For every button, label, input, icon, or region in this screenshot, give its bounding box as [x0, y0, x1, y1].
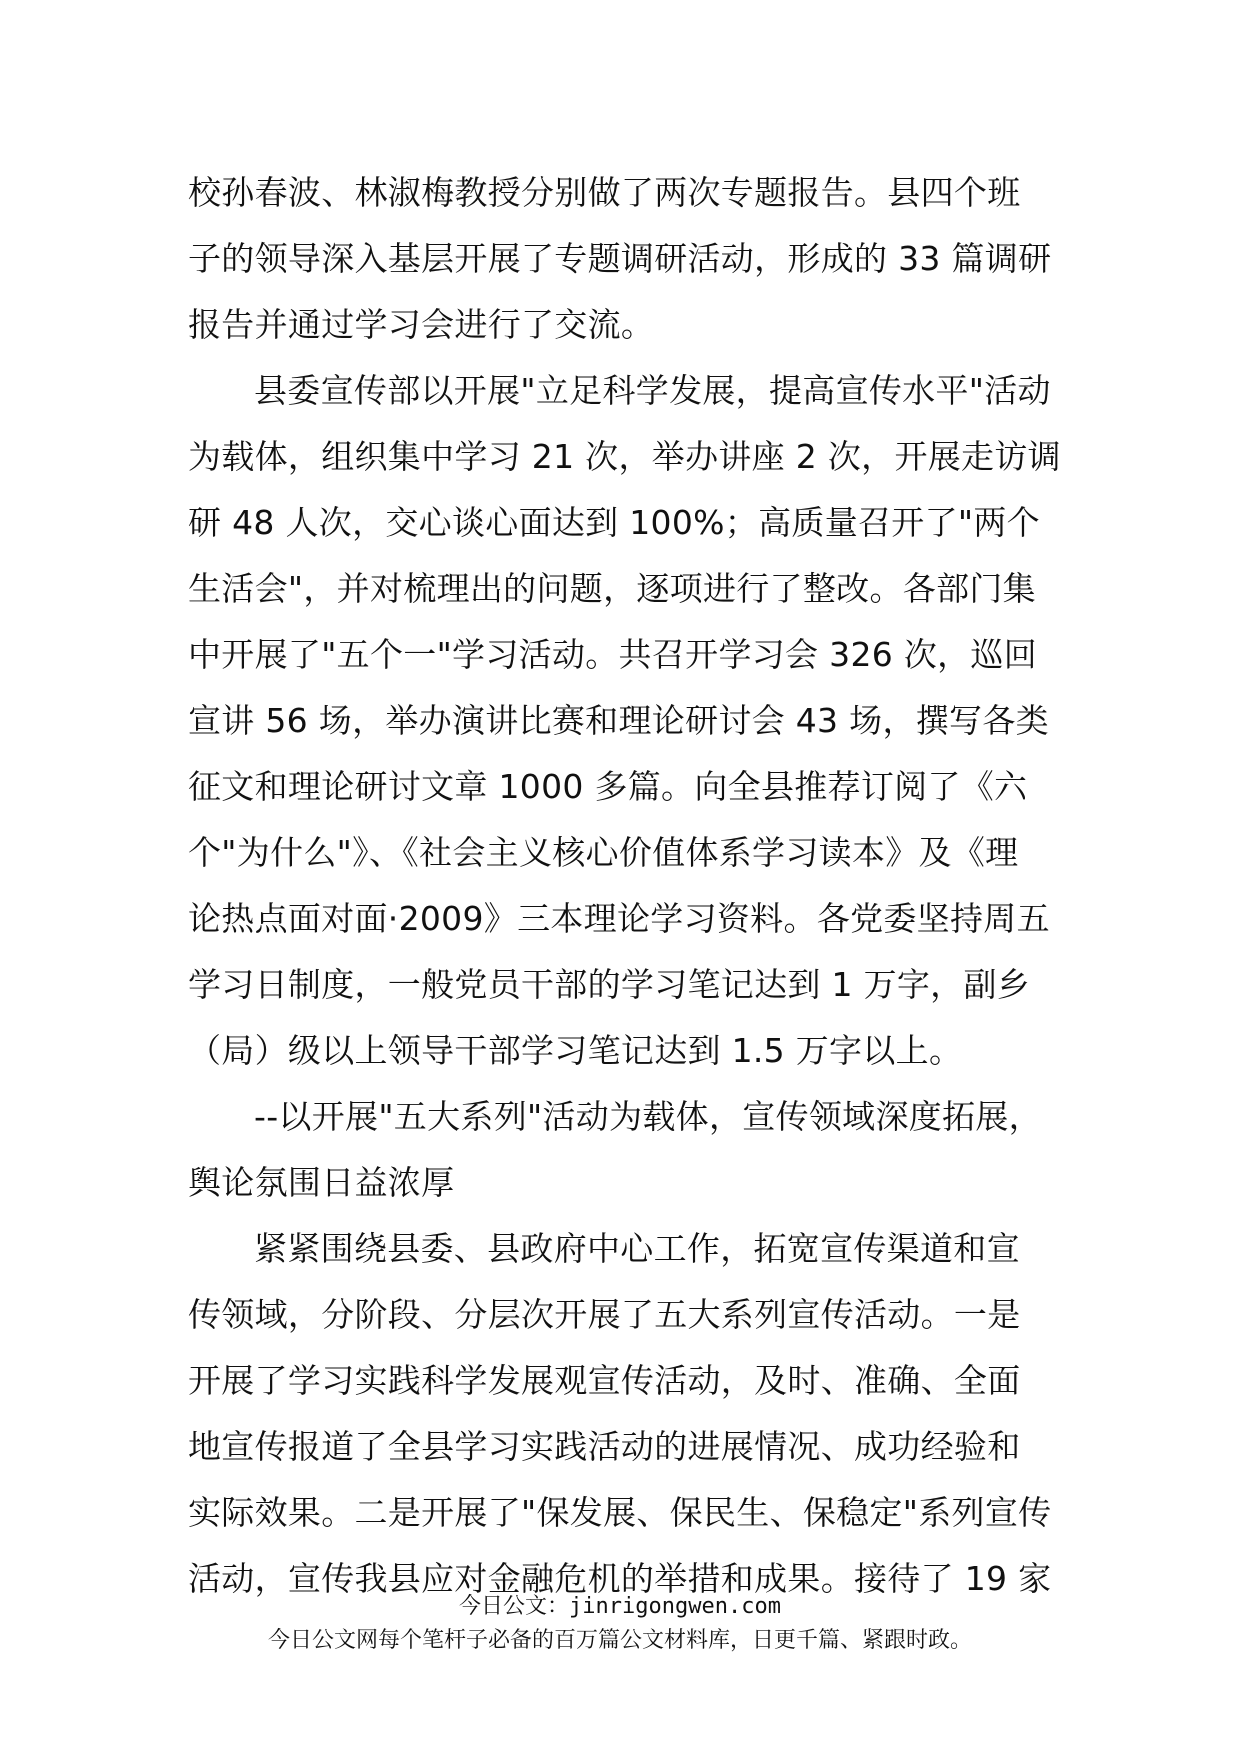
- text-line: 征文和理论研讨文章 1000 多篇。向全县推荐订阅了《六: [188, 767, 1028, 806]
- text-line: 报告并通过学习会进行了交流。: [188, 305, 655, 344]
- text-line: （局）级以上领导干部学习笔记达到 1.5 万字以上。: [188, 1031, 963, 1070]
- text-line: 实际效果。二是开展了"保发展、保民生、保稳定"系列宣传: [188, 1493, 1052, 1532]
- paragraph-start-line: 紧紧围绕县委、县政府中心工作，拓宽宣传渠道和宣: [254, 1229, 1020, 1268]
- text-line: 生活会"，并对梳理出的问题，逐项进行了整改。各部门集: [188, 569, 1036, 608]
- text-line: 研 48 人次，交心谈心面达到 100%；高质量召开了"两个: [188, 503, 1040, 542]
- text-line: 中开展了"五个一"学习活动。共召开学习会 326 次，巡回: [188, 635, 1038, 674]
- text-line: 学习日制度，一般党员干部的学习笔记达到 1 万字，副乡: [188, 965, 1031, 1004]
- footer-site: [0, 1592, 1240, 1622]
- footer-site-label: 今日公文：: [459, 1594, 570, 1619]
- text-line: 活动，宣传我县应对金融危机的举措和成果。接待了 19 家: [188, 1559, 1052, 1598]
- footer-site-link[interactable]: jinrigongwen.com: [569, 1594, 781, 1619]
- section-heading-line: --以开展"五大系列"活动为载体，宣传领域深度拓展，: [254, 1097, 1042, 1136]
- text-line: 子的领导深入基层开展了专题调研活动，形成的 33 篇调研: [188, 239, 1052, 278]
- text-line: 宣讲 56 场，举办演讲比赛和理论研讨会 43 场，撰写各类: [188, 701, 1049, 740]
- text-line: 开展了学习实践科学发展观宣传活动，及时、准确、全面: [188, 1361, 1021, 1400]
- document-body: [188, 160, 1061, 1612]
- text-line: 论热点面对面·2009》三本理论学习资料。各党委坚持周五: [188, 899, 1050, 938]
- text-line: 为载体，组织集中学习 21 次，举办讲座 2 次，开展走访调: [188, 437, 1061, 476]
- text-line: 个"为什么"》、《社会主义核心价值体系学习读本》及《理: [188, 833, 1019, 872]
- footer-slogan: 今日公文网每个笔杆子必备的百万篇公文材料库，日更千篇、紧跟时政。: [267, 1628, 972, 1653]
- section-heading-line: 舆论氛围日益浓厚: [188, 1163, 455, 1202]
- text-line: 传领域，分阶段、分层次开展了五大系列宣传活动。一是: [188, 1295, 1021, 1334]
- paragraph-start-line: 县委宣传部以开展"立足科学发展，提高宣传水平"活动: [254, 371, 1051, 410]
- text-line: 校孙春波、林淑梅教授分别做了两次专题报告。县四个班: [188, 173, 1021, 212]
- text-line: 地宣传报道了全县学习实践活动的进展情况、成功经验和: [188, 1427, 1021, 1466]
